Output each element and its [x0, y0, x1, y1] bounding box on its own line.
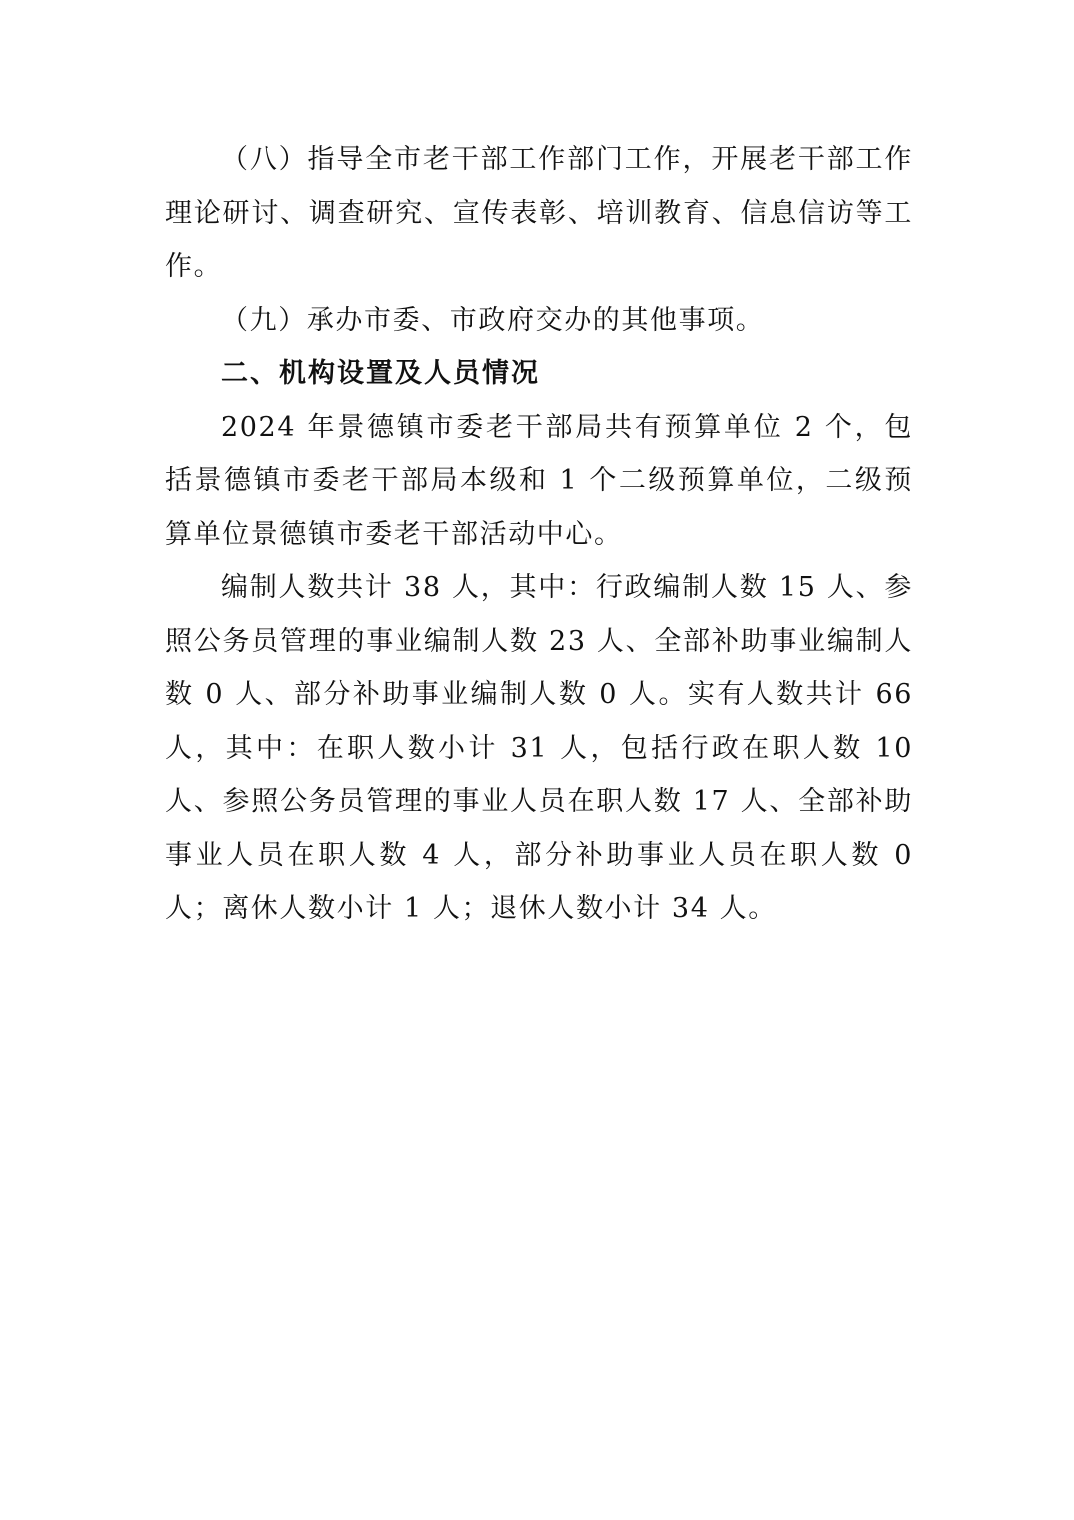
- paragraph-item-9: （九）承办市委、市政府交办的其他事项。: [221, 304, 765, 336]
- paragraph-item-8: （八）指导全市老干部工作部门工作，开展老干部工作理论研讨、调查研究、宣传表彰、培训教育、信息信访等工作。: [165, 144, 913, 282]
- document-body: [165, 133, 913, 936]
- section-heading: 二、机构设置及人员情况: [221, 358, 540, 389]
- paragraph-budget-units: 2024 年景德镇市委老干部局共有预算单位 2 个，包括景德镇市委老干部局本级和 1 个二级预算单位，二级预算单位景德镇市委老干部活动中心。: [165, 411, 913, 550]
- paragraph-staffing: 编制人数共计 38 人，其中：行政编制人数 15 人、参照公务员管理的事业编制人数 23 人、全部补助事业编制人数 0 人、部分补助事业编制人数 0 人。实有人数共计 66 人，其中：在职人数小计 31 人，包括行政在职人数 10 人、参照公务员管理的事业人员在职人数 17 人、全部补助事业人员在职人数 4 人，部分补助事业人员在职人数 0 人；离休人数小计 1 人；退休人数小计 34 人。: [165, 572, 913, 924]
